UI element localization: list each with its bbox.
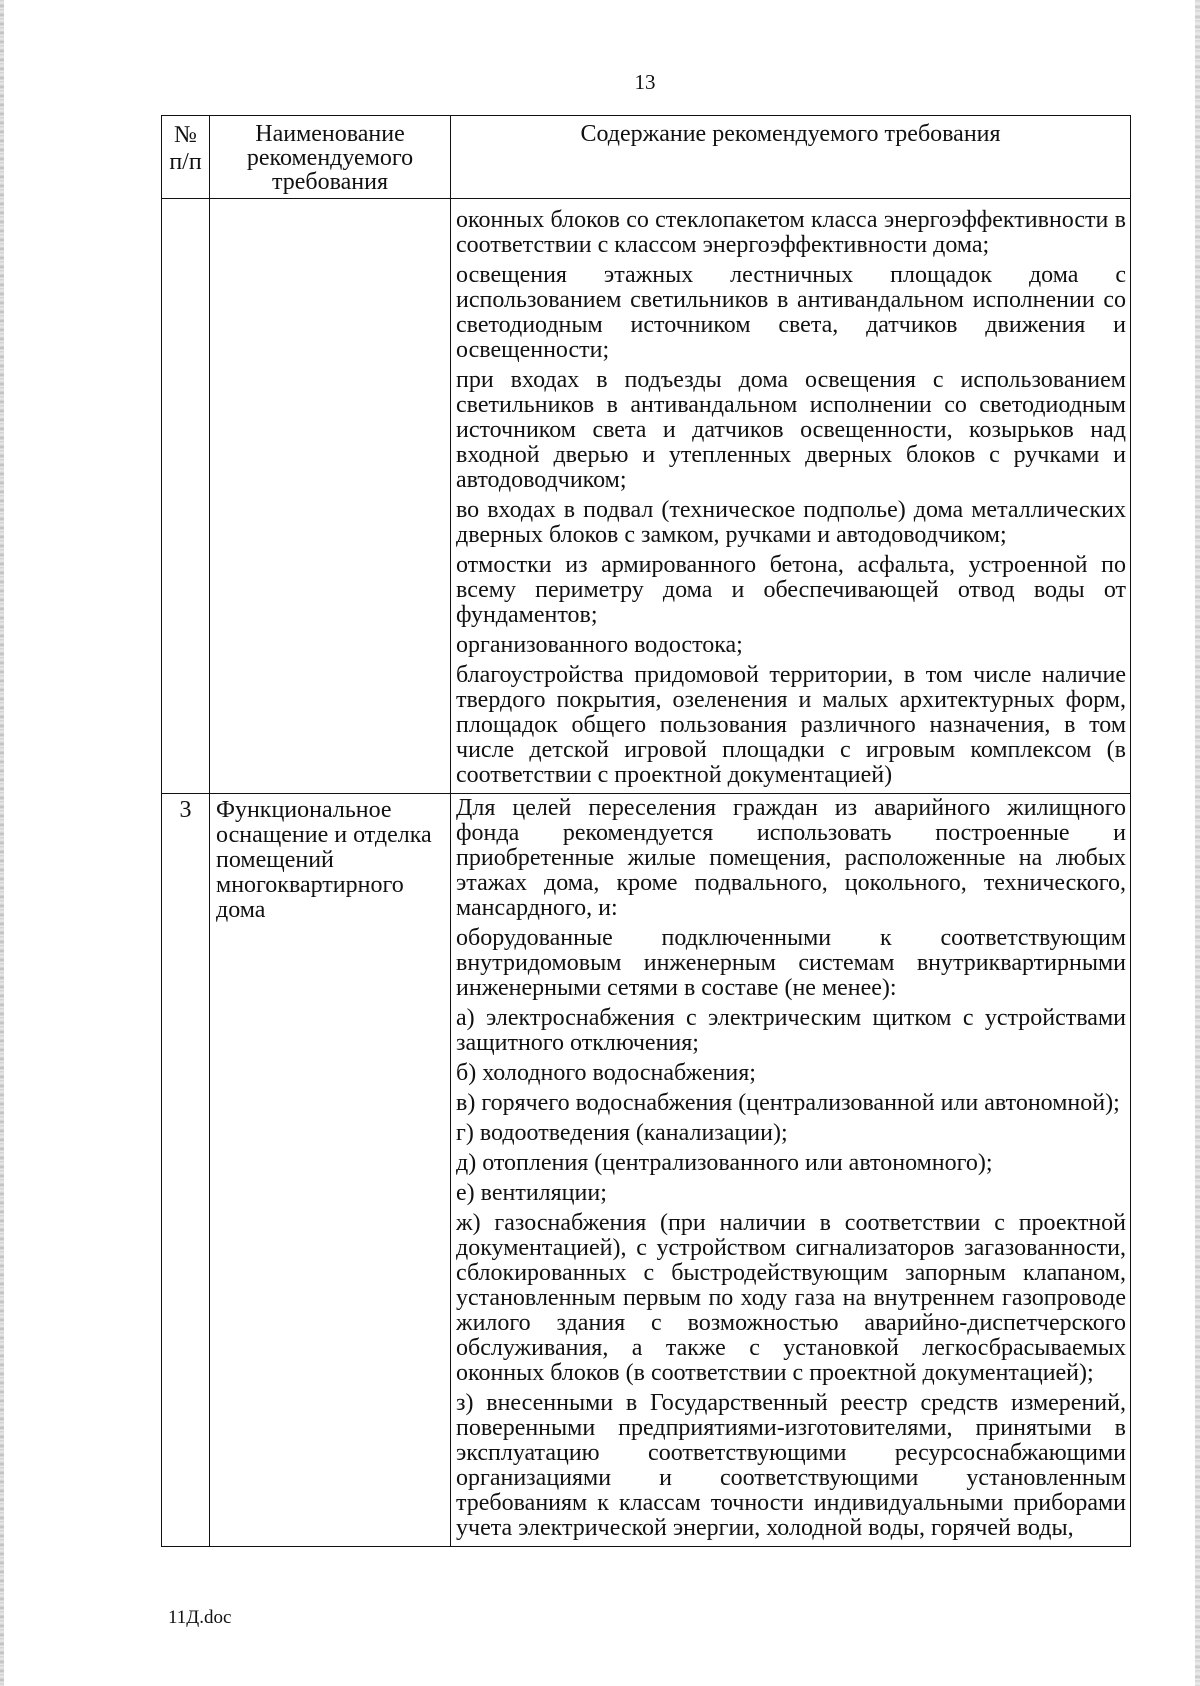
paragraph: оборудованные подключенными к соответствующим внутридомовым инженерным системам внутриквартирными инженерными сетями в составе (не менее): [456,925,1126,1001]
paragraph: д) отопления (централизованного или автономного); [456,1150,993,1176]
row-continued-name [210,199,451,794]
paragraph: отмостки из армированного бетона, асфальта, устроенной по всему периметру дома и обеспечивающей отвод воды от фундаментов; [456,552,1126,628]
header-name: Наименование рекомендуемого требования [210,116,451,199]
paragraph: освещения этажных лестничных площадок дома с использованием светильников в антивандальном исполнении со светодиодным источником света, датчиков движения и освещенности; [456,262,1126,363]
paragraph: оконных блоков со стеклопакетом класса энергоэффективности в соответствии с классом энергоэффективности дома; [456,207,1126,258]
scan-edge-left [0,0,4,1686]
paragraph: благоустройства придомовой территории, в том числе наличие твердого покрытия, озеленения и малых архитектурных форм, площадок общего пользования различного назначения, в том числе детской игровой площадки с игровым комплексом (в соответствии с проектной документацией) [456,662,1126,788]
table-row-3 [162,794,1131,1547]
row-continued-content [451,199,1131,794]
table-header-row [162,116,1131,199]
scan-edge-right [1195,0,1200,1686]
footer-filename: 11Д.doc [168,1607,232,1628]
paragraph: г) водоотведения (канализации); [456,1120,788,1146]
table-row-continued [162,199,1131,794]
paragraph: ж) газоснабжения (при наличии в соответствии с проектной документацией), с устройством сигнализаторов загазованности, сблокированных с быстродействующим запорным клапаном, установленным первым по ходу газа на внутреннем газопроводе жилого здания с возможностью аварийно-диспетчерского обслуживания, а также с установкой легкосбрасываемых оконных блоков (в соответствии с проектной документацией); [456,1210,1126,1386]
paragraph: Для целей переселения граждан из аварийного жилищного фонда рекомендуется использовать построенные и приобретенные жилые помещения, расположенные на любых этажах дома, кроме подвального, цокольного, технического, мансардного, и: [456,795,1126,921]
paragraph: е) вентиляции; [456,1180,607,1206]
paragraph: в) горячего водоснабжения (централизованной или автономной); [456,1090,1120,1116]
paragraph: организованного водостока; [456,632,743,658]
header-num: № п/п [162,116,210,199]
paragraph: з) внесенными в Государственный реестр средств измерений, поверенными предприятиями-изготовителями, принятыми в эксплуатацию соответствующими ресурсоснабжающими организациями и соответствующими установленным требованиям к классам точности индивидуальными приборами учета электрической энергии, холодной воды, горячей воды, [456,1390,1126,1541]
row-continued-num [162,199,210,794]
paragraph: во входах в подвал (техническое подполье) дома металлических дверных блоков с замком, ручками и автодоводчиком; [456,497,1126,548]
header-content: Содержание рекомендуемого требования [451,116,1131,199]
paragraph: а) электроснабжения с электрическим щитком с устройствами защитного отключения; [456,1005,1126,1056]
row-3-name: Функциональное оснащение и отделка помещений многоквартирного дома [210,794,451,1547]
paragraph: б) холодного водоснабжения; [456,1060,756,1086]
row-3-num: 3 [162,794,210,1547]
requirements-table [161,115,1131,1547]
paragraph: при входах в подъезды дома освещения с использованием светильников в антивандальном исполнении со светодиодным источником света и датчиков освещенности, козырьков над входной дверью и утепленных дверных блоков с ручками и автодоводчиком; [456,367,1126,493]
page-number: 13 [634,70,656,94]
row-3-content [451,794,1131,1547]
